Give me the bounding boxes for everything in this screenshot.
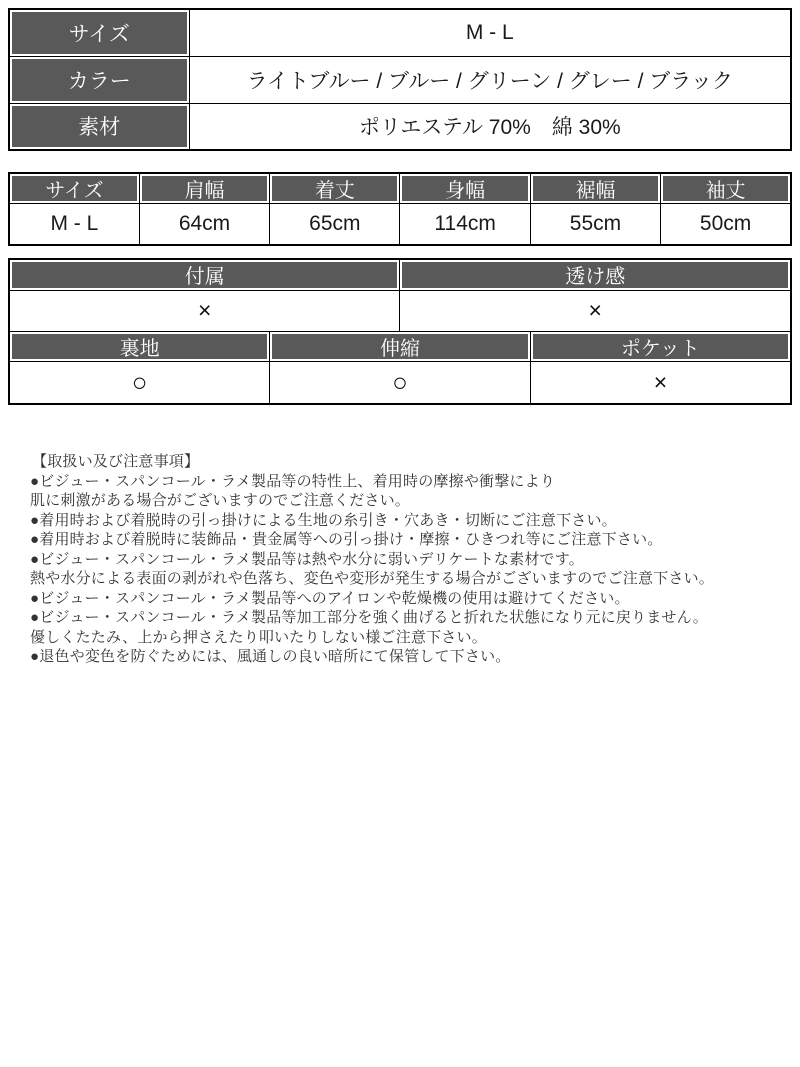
care-note-line: 熱や水分による表面の剥がれや色落ち、変色や変形が発生する場合がございますのでご注意下さい。 (30, 570, 715, 587)
care-note-line: ●ビジュー・スパンコール・ラメ製品等加工部分を強く曲げると折れた状態になり元に戻りません。 (30, 609, 708, 626)
care-note-line: 肌に刺激がある場合がございますのでご注意ください。 (30, 492, 411, 509)
header-stretch: 伸縮 (270, 331, 531, 361)
spec-label-size: サイズ (9, 9, 189, 56)
product-spec-table (8, 8, 792, 151)
value-pocket: × (530, 361, 791, 404)
value-stretch: ○ (270, 361, 531, 404)
header-shoulder-width: 肩幅 (139, 173, 269, 204)
value-length: 65cm (270, 204, 400, 245)
spec-value-material: ポリエステル 70% 綿 30% (189, 103, 791, 150)
header-sheerness: 透け感 (400, 259, 791, 290)
spec-row-size (9, 9, 791, 56)
spec-value-color: ライトブルー / ブルー / グリーン / グレー / ブラック (189, 56, 791, 103)
header-length: 着丈 (270, 173, 400, 204)
care-notes-title: 【取扱い及び注意事項】 (32, 453, 200, 470)
feature-value-row-2col (9, 290, 791, 331)
spec-value-size: M - L (189, 9, 791, 56)
spec-label-color: カラー (9, 56, 189, 103)
value-sheerness: × (400, 290, 791, 331)
value-lining: ○ (9, 361, 270, 404)
feature-table (8, 258, 792, 405)
value-accessories: × (9, 290, 400, 331)
value-shoulder-width: 64cm (139, 204, 269, 245)
header-accessories: 付属 (9, 259, 400, 290)
care-note-line: ●退色や変色を防ぐためには、風通しの良い暗所にて保管して下さい。 (30, 648, 511, 665)
feature-value-row-3col (9, 361, 791, 404)
care-notes (30, 452, 778, 667)
header-lining: 裏地 (9, 331, 270, 361)
value-hem-width: 55cm (530, 204, 660, 245)
header-size: サイズ (9, 173, 139, 204)
care-note-line: 優しくたたみ、上から押さえたり叩いたりしない様ご注意下さい。 (30, 628, 487, 646)
header-hem-width: 裾幅 (530, 173, 660, 204)
care-note-line: ●着用時および着脱時に装飾品・貴金属等への引っ掛け・摩擦・ひきつれ等にご注意下さい。 (30, 531, 663, 548)
header-body-width: 身幅 (400, 173, 530, 204)
care-note-line: ●ビジュー・スパンコール・ラメ製品等は熱や水分に弱いデリケートな素材です。 (30, 550, 584, 568)
care-note-line: ●着用時および着脱時の引っ掛けによる生地の糸引き・穴あき・切断にご注意下さい。 (30, 511, 617, 529)
care-note-line: ●ビジュー・スパンコール・ラメ製品等へのアイロンや乾燥機の使用は避けてください。 (30, 589, 630, 607)
value-sleeve-length: 50cm (661, 204, 791, 245)
spec-row-material (9, 103, 791, 150)
feature-header-row-2col (9, 259, 791, 290)
header-pocket: ポケット (530, 331, 791, 361)
care-note-line: ●ビジュー・スパンコール・ラメ製品等の特性上、着用時の摩擦や衝撃により (30, 472, 556, 490)
measurement-header-row (9, 173, 791, 204)
measurement-table (8, 172, 792, 246)
header-sleeve-length: 袖丈 (661, 173, 791, 204)
value-size: M - L (9, 204, 139, 245)
measurement-value-row (9, 204, 791, 245)
value-body-width: 114cm (400, 204, 530, 245)
feature-header-row-3col (9, 331, 791, 361)
spec-label-material: 素材 (9, 103, 189, 150)
spec-row-color (9, 56, 791, 103)
